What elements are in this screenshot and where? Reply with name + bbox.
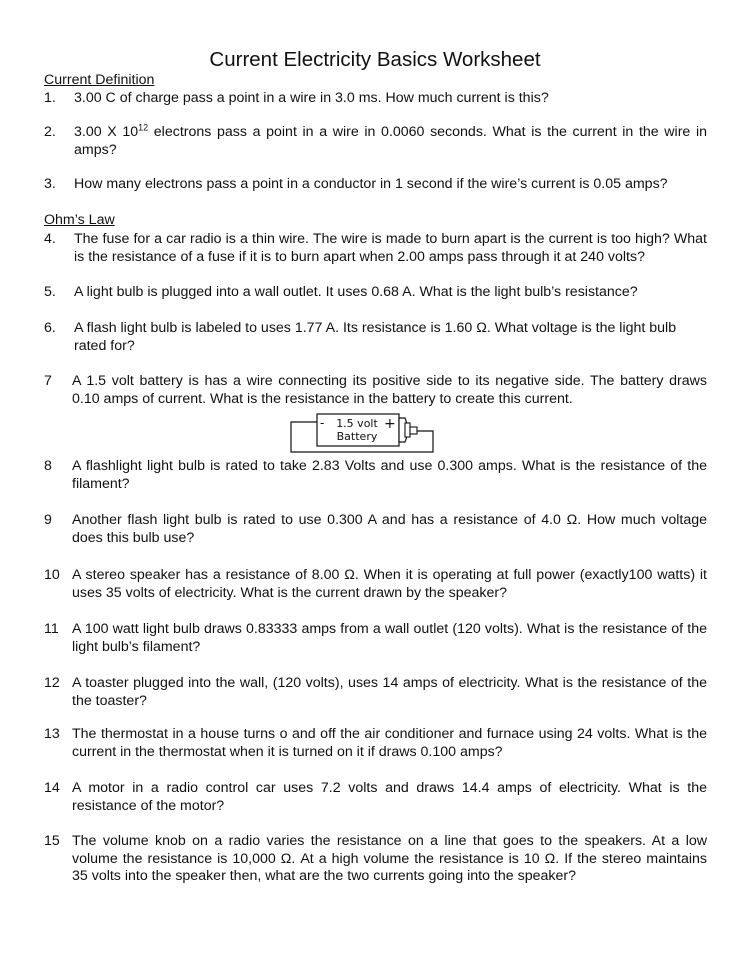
question-text: The volume knob on a radio varies the resistance on a line that goes to the speakers. At a low volume the resistance is 10,000 Ω. At a high volume the resistance is 10 Ω. If the stereo maintains 35 volts into the speaker then, what are the two currents going into the speaker? xyxy=(72,833,707,884)
battery-circuit-diagram xyxy=(287,408,437,456)
question-number: 3. xyxy=(44,176,56,192)
battery-label-line2: Battery xyxy=(336,430,378,443)
question-text: A 1.5 volt battery is has a wire connecting its positive side to its negative side. The battery draws 0.10 amps of current. What is the resistance in the battery to create this current. xyxy=(72,373,707,407)
question-text: A stereo speaker has a resistance of 8.00 Ω. When it is operating at full power (exactly100 watts) it uses 35 volts of electricity. What is the current drawn by the speaker? xyxy=(72,567,707,601)
page-title: Current Electricity Basics Worksheet xyxy=(209,48,541,71)
battery-nub xyxy=(410,427,417,434)
section-heading-current-definition: Current Definition xyxy=(44,72,155,88)
question-text: 3.00 C of charge pass a point in a wire in 3.0 ms. How much current is this? xyxy=(74,90,549,106)
question-number: 6. xyxy=(44,320,56,336)
question-text: A motor in a radio control car uses 7.2 volts and draws 14.4 amps of electricity. What is the resistance of the motor? xyxy=(72,780,707,814)
question-text: A light bulb is plugged into a wall outlet. It uses 0.68 A. What is the light bulb’s resistance? xyxy=(74,284,638,300)
question-text: A toaster plugged into the wall, (120 volts), uses 14 amps of electricity. What is the resistance of the the toaster? xyxy=(72,675,707,709)
battery-terminal xyxy=(405,423,410,437)
question-text: A 100 watt light bulb draws 0.83333 amps from a wall outlet (120 volts). What is the resistance of the light bulb’s filament? xyxy=(72,621,707,655)
question-text: The thermostat in a house turns o and off the air conditioner and furnace using 24 volts. What is the current in the thermostat when it is turned on it if draws 0.100 amps? xyxy=(72,726,707,760)
question-text xyxy=(74,124,707,159)
exponent: 12 xyxy=(138,122,149,133)
battery-plus-label: + xyxy=(384,416,396,432)
section-heading-ohms-law: Ohm’s Law xyxy=(44,212,115,228)
question-number: 1. xyxy=(44,90,56,106)
question-number: 7 xyxy=(44,373,52,389)
question-text: The fuse for a car radio is a thin wire. The wire is made to burn apart is the current is too high? What is the resistance of a fuse if it is to burn apart when 2.00 amps pass through it at 240 volts? xyxy=(74,231,707,265)
question-number: 14 xyxy=(44,780,60,796)
question-text: A flash light bulb is labeled to uses 1.77 A. Its resistance is 1.60 Ω. What voltage is the light bulb rated for? xyxy=(74,320,677,354)
question-number: 10 xyxy=(44,567,60,583)
question-text-part: electrons pass a point in a wire in 0.0060 seconds. What is the current in the wire in amps? xyxy=(74,124,707,158)
question-number: 8 xyxy=(44,458,52,474)
question-number: 2. xyxy=(44,124,56,140)
question-number: 11 xyxy=(44,621,59,637)
battery-minus-label: - xyxy=(320,416,325,430)
question-number: 5. xyxy=(44,284,56,300)
question-number: 13 xyxy=(44,726,60,742)
question-number: 12 xyxy=(44,675,60,691)
question-number: 4. xyxy=(44,231,56,247)
question-text: How many electrons pass a point in a conductor in 1 second if the wire’s current is 0.05 amps? xyxy=(74,176,668,192)
question-number: 9 xyxy=(44,512,52,528)
question-text: A flashlight light bulb is rated to take 2.83 Volts and use 0.300 amps. What is the resistance of the filament? xyxy=(72,458,707,492)
question-number: 15 xyxy=(44,833,60,849)
question-text-part: 3.00 X 10 xyxy=(74,124,139,140)
question-text: Another flash light bulb is rated to use 0.300 A and has a resistance of 4.0 Ω. How much voltage does this bulb use? xyxy=(72,512,707,546)
battery-label-line1: 1.5 volt xyxy=(336,417,378,430)
